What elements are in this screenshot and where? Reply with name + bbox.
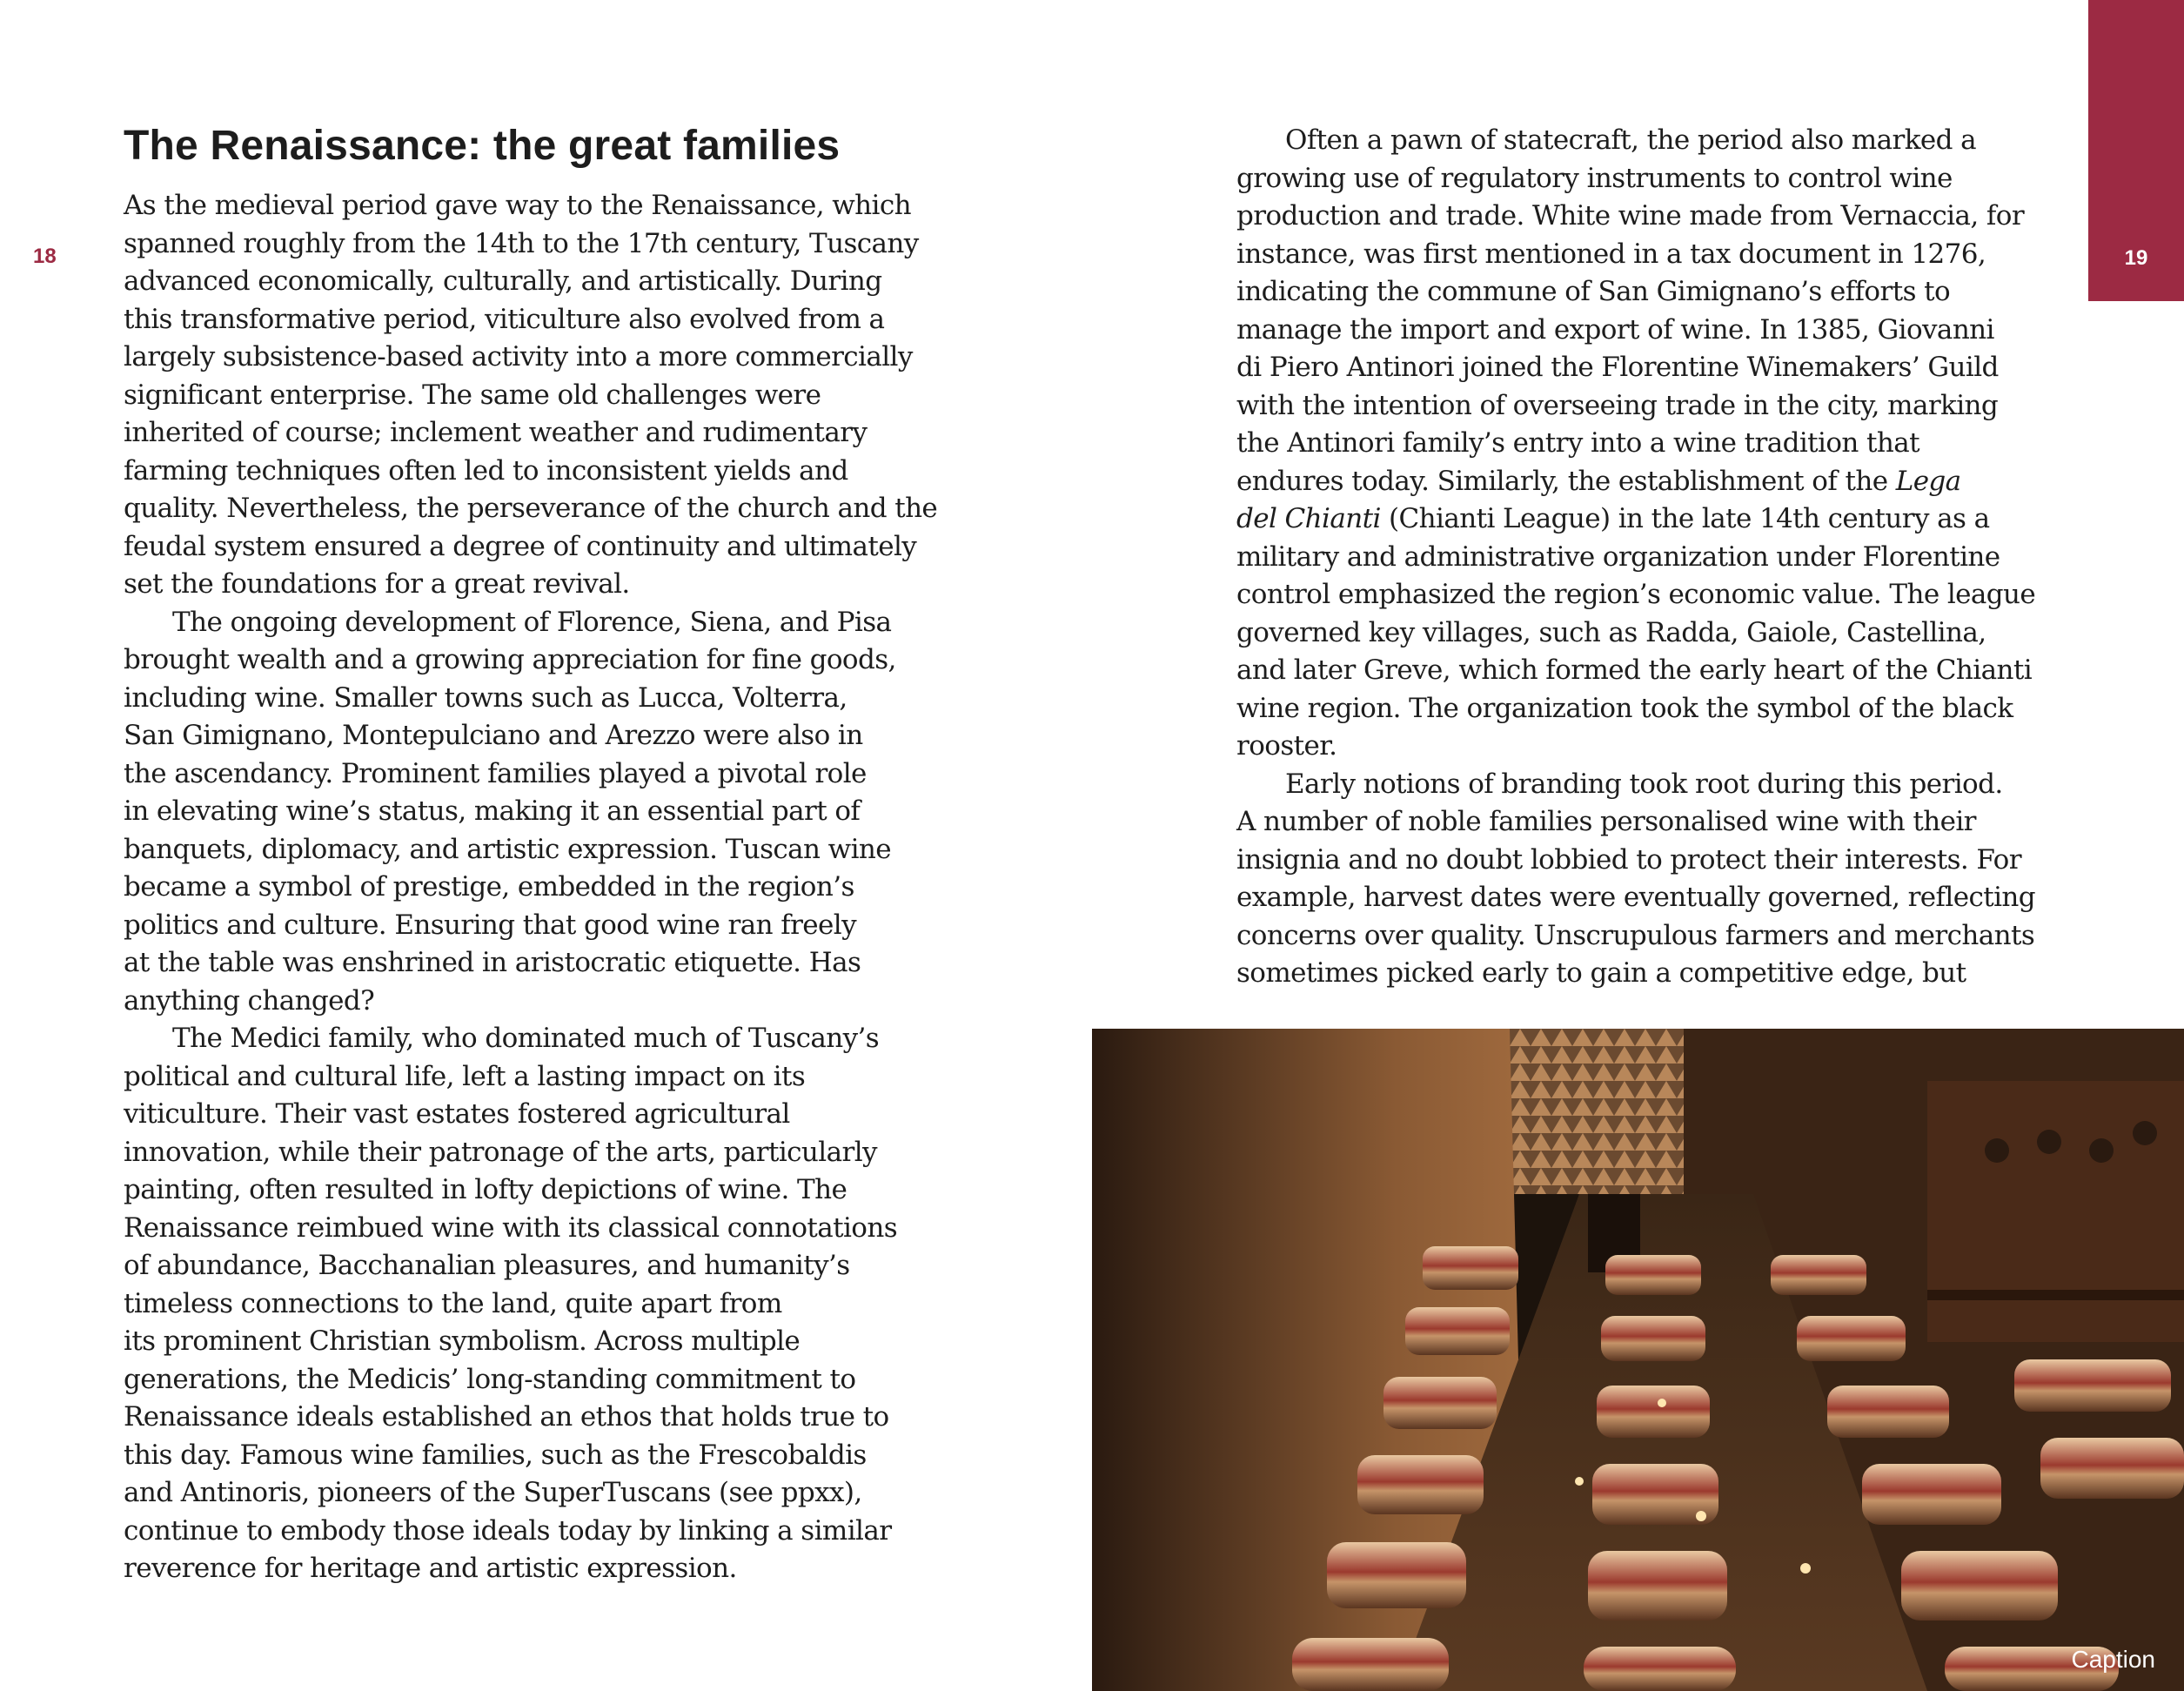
body-line: inherited of course; inclement weather and rudimentary bbox=[124, 417, 868, 448]
body-line: indicating the commune of San Gimignano’s efforts to bbox=[1236, 276, 1951, 307]
body-line: production and trade. White wine made from Vernaccia, for bbox=[1236, 200, 2025, 232]
body-line bbox=[1236, 463, 2035, 501]
body-line: generations, the Medicis’ long-standing commitment to bbox=[124, 1363, 856, 1395]
cellar-illustration bbox=[1092, 1029, 2184, 1691]
left-body-text bbox=[124, 187, 937, 1588]
body-line: governed key villages, such as Radda, Gaiole, Castellina, bbox=[1236, 616, 1986, 648]
body-line: and Antinoris, pioneers of the SuperTuscans (see ppxx), bbox=[124, 1477, 862, 1508]
photo-caption: Caption bbox=[2071, 1646, 2155, 1673]
body-line: wine region. The organization took the symbol of the black bbox=[1236, 692, 2013, 724]
body-line: sometimes picked early to gain a competitive edge, but bbox=[1236, 957, 1966, 989]
body-line: this day. Famous wine families, such as the Frescobaldis bbox=[124, 1439, 867, 1471]
body-line: The Medici family, who dominated much of Tuscany’s bbox=[172, 1023, 880, 1054]
right-page bbox=[1092, 0, 2184, 1691]
body-line: instance, was first mentioned in a tax document in 1276, bbox=[1236, 238, 1986, 270]
section-heading: The Renaissance: the great families bbox=[124, 123, 841, 169]
body-line: Early notions of branding took root during this period. bbox=[1285, 768, 2003, 800]
body-line: set the foundations for a great revival. bbox=[124, 568, 630, 600]
body-line: insignia and no doubt lobbied to protect their interests. For bbox=[1236, 843, 2021, 876]
body-line bbox=[1236, 500, 2035, 539]
body-line: became a symbol of prestige, embedded in the region’s bbox=[124, 871, 854, 903]
body-line: largely subsistence-based activity into a more commercially bbox=[124, 341, 913, 372]
body-line: innovation, while their patronage of the arts, particularly bbox=[124, 1136, 877, 1168]
body-line: rooster. bbox=[1236, 730, 1337, 762]
body-line: anything changed? bbox=[124, 984, 375, 1017]
body-text: (Chianti League) in the late 14th century as a bbox=[1389, 503, 1990, 534]
body-line: growing use of regulatory instruments to control wine bbox=[1236, 162, 1953, 194]
body-line: A number of noble families personalised wine with their bbox=[1236, 806, 1976, 837]
body-line: the Antinori family’s entry into a wine tradition that bbox=[1236, 427, 1919, 459]
body-line: manage the import and export of wine. In 1385, Giovanni bbox=[1236, 313, 1994, 346]
body-line: di Piero Antinori joined the Florentine Winemakers’ Guild bbox=[1236, 352, 1999, 383]
body-line: political and cultural life, left a lasting impact on its bbox=[124, 1060, 806, 1092]
page-number-right: 19 bbox=[2124, 246, 2148, 270]
body-line: advanced economically, culturally, and artistically. During bbox=[124, 265, 882, 297]
body-line: Renaissance reimbued wine with its classical connotations bbox=[124, 1211, 898, 1244]
body-line: in elevating wine’s status, making it an essential part of bbox=[124, 795, 861, 827]
body-line: brought wealth and a growing appreciation for fine goods, bbox=[124, 644, 896, 675]
body-line: at the table was enshrined in aristocratic etiquette. Has bbox=[124, 947, 861, 978]
body-line: concerns over quality. Unscrupulous farmers and merchants bbox=[1236, 919, 2035, 951]
body-line: timeless connections to the land, quite apart from bbox=[124, 1287, 782, 1319]
body-line: spanned roughly from the 14th to the 17th century, Tuscany bbox=[124, 227, 919, 259]
body-line: banquets, diplomacy, and artistic expression. Tuscan wine bbox=[124, 833, 892, 865]
body-line: continue to embody those ideals today by linking a similar bbox=[124, 1514, 892, 1547]
body-line: with the intention of overseeing trade in the city, marking bbox=[1236, 389, 1999, 421]
body-line: military and administrative organization under Florentine bbox=[1236, 540, 2000, 573]
body-line: Renaissance ideals established an ethos that holds true to bbox=[124, 1401, 889, 1433]
body-line: its prominent Christian symbolism. Across multiple bbox=[124, 1325, 801, 1357]
italic-term: del Chianti bbox=[1236, 503, 1381, 534]
page-number-left: 18 bbox=[33, 245, 57, 268]
body-line: this transformative period, viticulture also evolved from a bbox=[124, 303, 885, 335]
body-line: The ongoing development of Florence, Siena, and Pisa bbox=[172, 606, 892, 638]
wine-cellar-photo bbox=[1092, 1029, 2184, 1691]
body-line: significant enterprise. The same old challenges were bbox=[124, 379, 821, 411]
body-line: and later Greve, which formed the early heart of the Chianti bbox=[1236, 654, 2033, 686]
body-line: painting, often resulted in lofty depictions of wine. The bbox=[124, 1174, 847, 1205]
body-line: reverence for heritage and artistic expression. bbox=[124, 1553, 737, 1584]
body-line: viticulture. Their vast estates fostered agricultural bbox=[124, 1098, 790, 1130]
body-line: San Gimignano, Montepulciano and Arezzo were also in bbox=[124, 720, 863, 751]
body-line: control emphasized the region’s economic value. The league bbox=[1236, 579, 2036, 610]
body-line: As the medieval period gave way to the Renaissance, which bbox=[124, 190, 911, 221]
body-line: the ascendancy. Prominent families played a pivotal role bbox=[124, 757, 867, 789]
body-line: feudal system ensured a degree of continuity and ultimately bbox=[124, 530, 917, 562]
body-line: example, harvest dates were eventually governed, reflecting bbox=[1236, 882, 2036, 913]
body-line: of abundance, Bacchanalian pleasures, and humanity’s bbox=[124, 1250, 850, 1281]
body-line: farming techniques often led to inconsistent yields and bbox=[124, 454, 848, 486]
body-text: endures today. Similarly, the establishment of the bbox=[1236, 465, 1888, 497]
italic-term: Lega bbox=[1895, 465, 1961, 497]
body-line: including wine. Smaller towns such as Lucca, Volterra, bbox=[124, 681, 847, 714]
right-body-text bbox=[1236, 122, 2035, 993]
body-line: quality. Nevertheless, the perseverance of the church and the bbox=[124, 493, 938, 524]
body-line: politics and culture. Ensuring that good wine ran freely bbox=[124, 909, 857, 941]
body-line: Often a pawn of statecraft, the period also marked a bbox=[1285, 124, 1977, 156]
